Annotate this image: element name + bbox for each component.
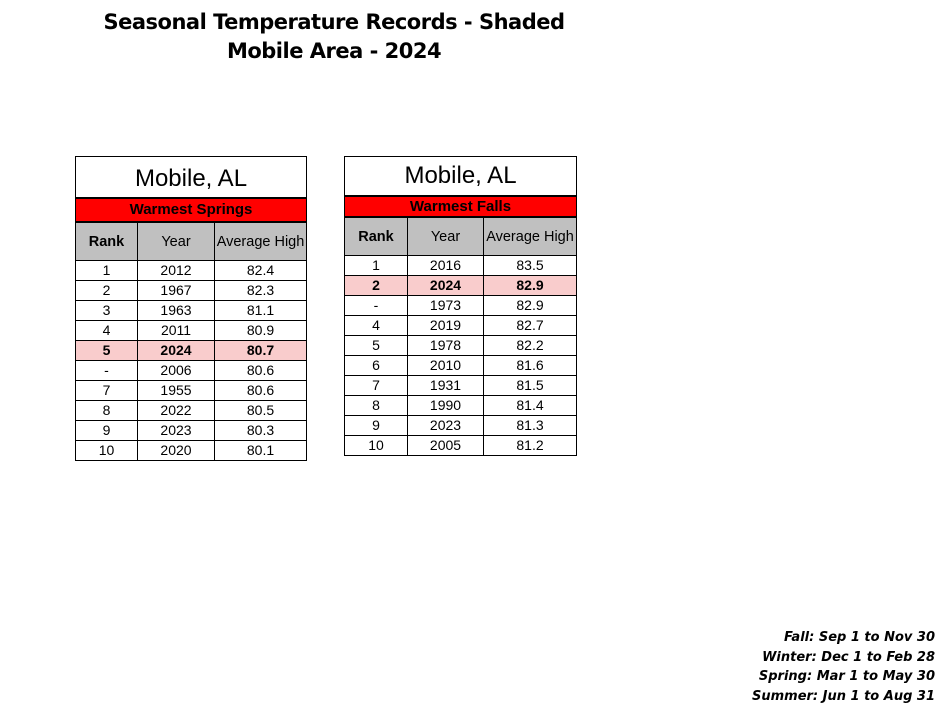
rank-cell: 10 bbox=[76, 441, 138, 461]
table-banner: Warmest Springs bbox=[76, 198, 307, 222]
table-row bbox=[345, 296, 577, 316]
year-header: Year bbox=[408, 217, 484, 256]
year-cell: 1955 bbox=[138, 381, 215, 401]
season-definitions bbox=[752, 628, 935, 706]
average-high-cell: 82.7 bbox=[484, 316, 577, 336]
rank-cell: 3 bbox=[76, 301, 138, 321]
average-high-cell: 81.2 bbox=[484, 436, 577, 456]
average-high-cell: 80.7 bbox=[215, 341, 307, 361]
rank-cell: 7 bbox=[76, 381, 138, 401]
average-high-cell: 83.5 bbox=[484, 256, 577, 276]
average-high-cell: 82.9 bbox=[484, 276, 577, 296]
average-high-header: Average High bbox=[215, 222, 307, 261]
rank-cell: 7 bbox=[345, 376, 408, 396]
year-cell: 2005 bbox=[408, 436, 484, 456]
table-row bbox=[76, 321, 307, 341]
table-row bbox=[76, 381, 307, 401]
table-row bbox=[345, 396, 577, 416]
table-row bbox=[76, 261, 307, 281]
year-cell: 1963 bbox=[138, 301, 215, 321]
year-cell: 2023 bbox=[138, 421, 215, 441]
year-cell: 2024 bbox=[408, 276, 484, 296]
table-row bbox=[76, 281, 307, 301]
warmest-falls-table bbox=[344, 156, 577, 456]
rank-cell: 1 bbox=[345, 256, 408, 276]
year-cell: 2019 bbox=[408, 316, 484, 336]
banner-row bbox=[76, 198, 307, 222]
title-line-2: Mobile Area - 2024 bbox=[226, 39, 442, 63]
rank-cell: 4 bbox=[76, 321, 138, 341]
rank-cell: 2 bbox=[76, 281, 138, 301]
season-spring: Spring: Mar 1 to May 30 bbox=[758, 669, 935, 684]
table-row bbox=[345, 256, 577, 276]
year-cell: 1990 bbox=[408, 396, 484, 416]
average-high-cell: 82.9 bbox=[484, 296, 577, 316]
year-cell: 2024 bbox=[138, 341, 215, 361]
rank-cell: 8 bbox=[345, 396, 408, 416]
rank-cell: - bbox=[76, 361, 138, 381]
table-row-highlighted bbox=[345, 276, 577, 296]
season-summer: Summer: Jun 1 to Aug 31 bbox=[751, 688, 935, 704]
table-row bbox=[345, 336, 577, 356]
table-row bbox=[345, 316, 577, 336]
city-row bbox=[76, 157, 307, 199]
average-high-cell: 82.3 bbox=[215, 281, 307, 301]
year-cell: 2020 bbox=[138, 441, 215, 461]
rank-header: Rank bbox=[345, 217, 408, 256]
average-high-cell: 80.1 bbox=[215, 441, 307, 461]
year-header: Year bbox=[138, 222, 215, 261]
year-cell: 2012 bbox=[138, 261, 215, 281]
average-high-cell: 81.3 bbox=[484, 416, 577, 436]
year-cell: 2006 bbox=[138, 361, 215, 381]
rank-cell: 5 bbox=[345, 336, 408, 356]
season-fall: Fall: Sep 1 to Nov 30 bbox=[784, 630, 935, 645]
rank-cell: 2 bbox=[345, 276, 408, 296]
year-cell: 2011 bbox=[138, 321, 215, 341]
banner-row bbox=[345, 196, 577, 217]
table-row bbox=[345, 376, 577, 396]
table-row bbox=[345, 436, 577, 456]
warmest-springs-table bbox=[75, 156, 307, 461]
year-cell: 1931 bbox=[408, 376, 484, 396]
table-row bbox=[76, 421, 307, 441]
rank-cell: 4 bbox=[345, 316, 408, 336]
table-row bbox=[76, 401, 307, 421]
average-high-cell: 82.4 bbox=[215, 261, 307, 281]
average-high-cell: 82.2 bbox=[484, 336, 577, 356]
average-high-cell: 80.5 bbox=[215, 401, 307, 421]
average-high-cell: 81.6 bbox=[484, 356, 577, 376]
rank-cell: 8 bbox=[76, 401, 138, 421]
year-cell: 1973 bbox=[408, 296, 484, 316]
table-row bbox=[345, 416, 577, 436]
average-high-cell: 80.6 bbox=[215, 381, 307, 401]
average-high-cell: 80.9 bbox=[215, 321, 307, 341]
year-cell: 2023 bbox=[408, 416, 484, 436]
rank-cell: - bbox=[345, 296, 408, 316]
rank-cell: 5 bbox=[76, 341, 138, 361]
title-line-1: Seasonal Temperature Records - Shaded bbox=[103, 10, 565, 34]
header-row bbox=[76, 222, 307, 261]
table-row bbox=[76, 301, 307, 321]
average-high-cell: 81.1 bbox=[215, 301, 307, 321]
city-row bbox=[345, 157, 577, 197]
year-cell: 2010 bbox=[408, 356, 484, 376]
year-cell: 1978 bbox=[408, 336, 484, 356]
average-high-cell: 80.6 bbox=[215, 361, 307, 381]
average-high-cell: 81.5 bbox=[484, 376, 577, 396]
year-cell: 1967 bbox=[138, 281, 215, 301]
rank-cell: 9 bbox=[345, 416, 408, 436]
average-high-cell: 81.4 bbox=[484, 396, 577, 416]
header-row bbox=[345, 217, 577, 256]
city-name: Mobile, AL bbox=[76, 157, 307, 199]
table-banner: Warmest Falls bbox=[345, 196, 577, 217]
city-name: Mobile, AL bbox=[345, 157, 577, 197]
rank-cell: 1 bbox=[76, 261, 138, 281]
table-row bbox=[345, 356, 577, 376]
season-winter: Winter: Dec 1 to Feb 28 bbox=[762, 649, 935, 665]
year-cell: 2016 bbox=[408, 256, 484, 276]
rank-cell: 9 bbox=[76, 421, 138, 441]
rank-cell: 10 bbox=[345, 436, 408, 456]
page-title bbox=[0, 8, 668, 66]
rank-cell: 6 bbox=[345, 356, 408, 376]
average-high-cell: 80.3 bbox=[215, 421, 307, 441]
table-row bbox=[76, 441, 307, 461]
table-row bbox=[76, 361, 307, 381]
rank-header: Rank bbox=[76, 222, 138, 261]
table-row-highlighted bbox=[76, 341, 307, 361]
average-high-header: Average High bbox=[484, 217, 577, 256]
year-cell: 2022 bbox=[138, 401, 215, 421]
